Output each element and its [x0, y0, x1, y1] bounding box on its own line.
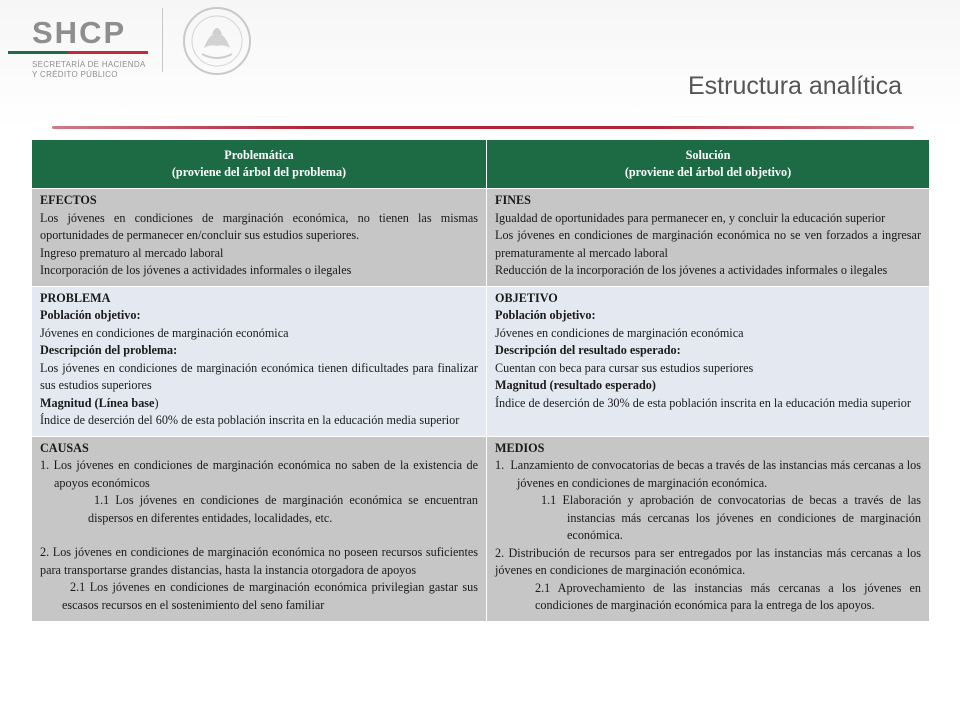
medios-label: MEDIOS: [495, 440, 545, 455]
logo-sub-line1: SECRETARÍA DE HACIENDA: [32, 60, 146, 69]
poblacion-objetivo-text: Jóvenes en condiciones de marginación económica: [40, 325, 289, 340]
table-row: [32, 189, 930, 287]
fines-text: Igualdad de oportunidades para permanecer en, y concluir la educación superior: [495, 210, 886, 225]
shcp-logo-text: SHCP: [32, 15, 127, 50]
logo-green-bar: [8, 51, 68, 54]
medio-item: 1. Lanzamiento de convocatorias de becas a través de las instancias más cercanas a los jóvenes en condiciones de marginación económica.: [495, 458, 921, 490]
title-underline: [52, 126, 914, 129]
national-seal-icon: [180, 4, 254, 78]
magnitud-linea-base-text: Índice de deserción del 60% de esta población inscrita en la educación media superior: [40, 413, 460, 427]
causas-label: CAUSAS: [40, 440, 89, 455]
magnitud-resultado-label: Magnitud (resultado esperado): [495, 378, 656, 392]
header-solucion-title: Solución: [685, 148, 731, 162]
analytic-structure-table: [31, 139, 930, 622]
poblacion-objetivo-text: Jóvenes en condiciones de marginación económica: [495, 325, 744, 340]
shcp-logo-subtitle: [32, 60, 146, 80]
fines-text: Reducción de la incorporación de los jóvenes a actividades informales o ilegales: [495, 263, 888, 277]
resultado-esperado-label: Descripción del resultado esperado:: [495, 343, 681, 357]
magnitud-label-paren: ): [154, 395, 159, 410]
fines-text: Los jóvenes en condiciones de marginación económica no se ven forzados a ingresar prematuramente al mercado laboral: [495, 228, 921, 260]
descripcion-problema-label: Descripción del problema:: [40, 343, 178, 357]
shcp-logo: [8, 14, 158, 84]
table-row: [32, 286, 930, 436]
causa-item: 2. Los jóvenes en condiciones de marginación económica no poseen recursos suficientes para transportarse grandes distancias, hasta la instancia otorgadora de apoyos: [40, 545, 478, 577]
table-row: [32, 436, 930, 621]
causa-item: 1. Los jóvenes en condiciones de marginación económica no saben de la existencia de apoyos económicos: [40, 458, 478, 490]
medio-subitem: 2.1 Aprovechamiento de las instancias más cercanas a los jóvenes en condiciones de marginación económica para la entrega de los apoyos.: [535, 580, 921, 612]
medio-item: 2. Distribución de recursos para ser entregados por las instancias más cercanas a los jóvenes en condiciones de marginación económica.: [495, 545, 921, 577]
objetivo-cell: [487, 286, 930, 436]
causa-subitem: 2.1 Los jóvenes en condiciones de marginación económica privilegian gastar sus escasos recursos en el sostenimiento del seno familiar: [62, 580, 478, 612]
efectos-text: Los jóvenes en condiciones de marginación económica, no tienen las mismas oportunidades de permanecer en/concluir sus estudios superiores.: [40, 210, 478, 242]
table-header-row: [32, 140, 930, 189]
magnitud-label-bold: Magnitud (Línea base: [40, 395, 155, 410]
magnitud-resultado-text: Índice de deserción de 30% de esta población inscrita en la educación media superior: [495, 395, 911, 410]
header-problematica: [32, 140, 487, 189]
problema-cell: [32, 286, 487, 436]
efectos-text: Ingreso prematuro al mercado laboral: [40, 245, 224, 260]
objetivo-label: OBJETIVO: [495, 290, 558, 305]
fines-cell: [487, 189, 930, 287]
magnitud-linea-base-label: [40, 395, 478, 413]
header-problematica-sub: (proviene del árbol del problema): [171, 165, 347, 179]
medio-subitem: 1.1 Elaboración y aprobación de convocatorias de becas a través de las instancias más cercanas los jóvenes en condiciones de marginación económica.: [541, 493, 921, 542]
header-solucion-sub: (proviene del árbol del objetivo): [624, 165, 792, 179]
spacer: [40, 527, 478, 544]
causa-subitem: 1.1 Los jóvenes en condiciones de marginación económica se encuentran dispersos en diferentes entidades, localidades, etc.: [88, 493, 478, 525]
page-title: Estructura analítica: [688, 72, 902, 100]
efectos-label: EFECTOS: [40, 193, 97, 207]
poblacion-objetivo-label: Población objetivo:: [495, 308, 596, 322]
header-divider: [162, 8, 163, 72]
efectos-cell: [32, 189, 487, 287]
problema-label: PROBLEMA: [40, 290, 111, 305]
header-solucion: [487, 140, 930, 189]
causas-cell: [32, 436, 487, 621]
efectos-text: Incorporación de los jóvenes a actividades informales o ilegales: [40, 263, 352, 277]
medios-cell: [487, 436, 930, 621]
header-problematica-title: Problemática: [224, 148, 294, 162]
header: [0, 0, 960, 125]
poblacion-objetivo-label: Población objetivo:: [40, 308, 141, 322]
resultado-esperado-text: Cuentan con beca para cursar sus estudios superiores: [495, 360, 754, 375]
descripcion-problema-text: Los jóvenes en condiciones de marginación económica tienen dificultades para finalizar sus estudios superiores: [40, 360, 478, 392]
logo-red-bar: [68, 51, 148, 54]
logo-sub-line2: Y CRÉDITO PÚBLICO: [32, 70, 118, 79]
fines-label: FINES: [495, 193, 531, 207]
